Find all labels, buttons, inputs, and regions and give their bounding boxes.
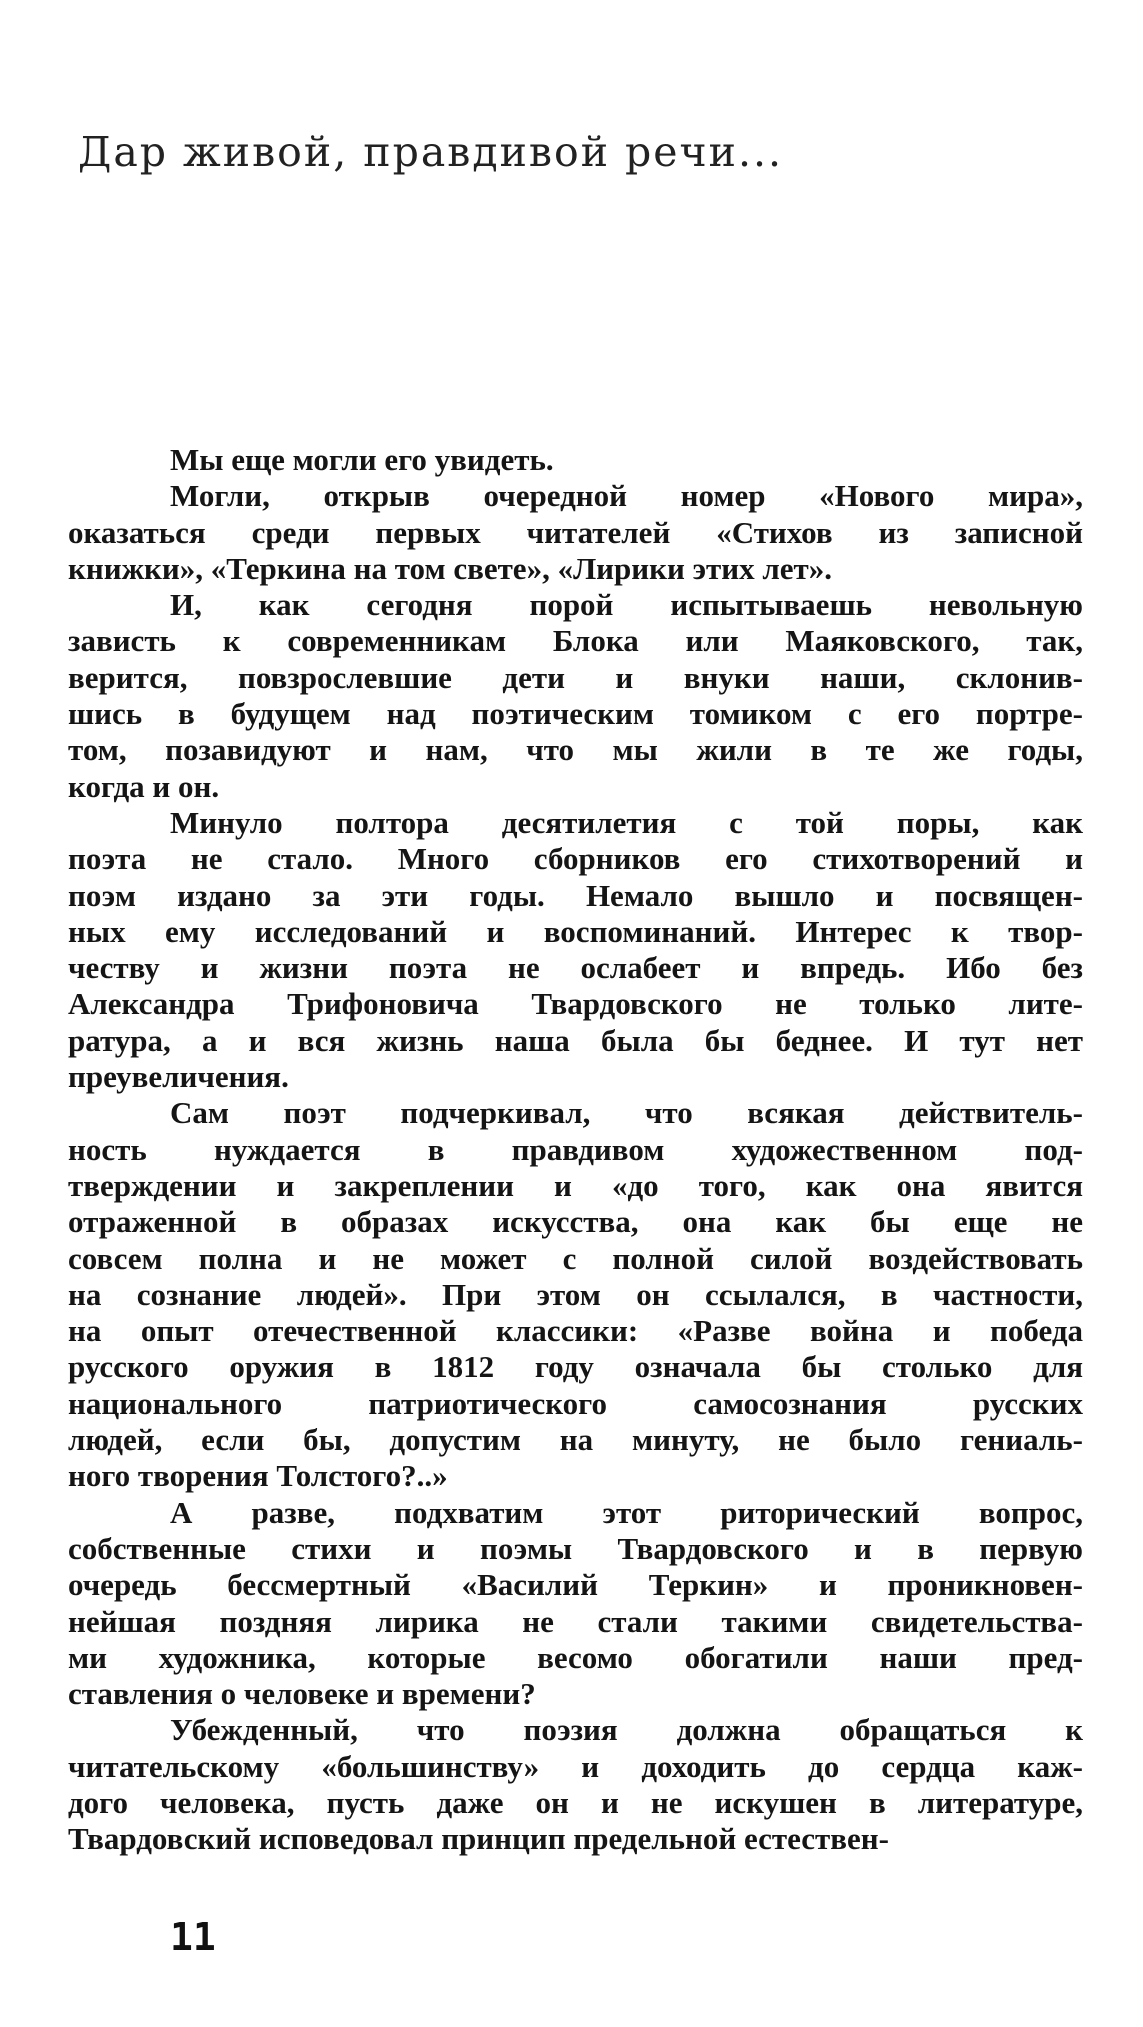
paragraph [68, 1095, 1083, 1494]
text-line: отраженной в образах искусства, она как бы еще не [68, 1204, 1083, 1240]
text-line: Александра Трифоновича Твардовского не только лите- [68, 986, 1083, 1022]
text-line: читательскому «большинству» и доходить до сердца каж- [68, 1748, 1083, 1784]
text-line: Могли, открыв очередной номер «Нового мира», [170, 478, 1083, 514]
text-line: ного творения Толстого?..» [68, 1458, 448, 1494]
text-line: А разве, подхватим этот риторический вопрос, [170, 1494, 1083, 1530]
text-line: когда и он. [68, 768, 220, 804]
body-text [68, 442, 1083, 1858]
text-line: верится, повзрослевшие дети и внуки наши, склонив- [68, 659, 1083, 695]
paragraph [68, 587, 1083, 805]
text-line: ных ему исследований и воспоминаний. Интерес к твор- [68, 913, 1083, 949]
text-line: том, позавидуют и нам, что мы жили в те же годы, [68, 732, 1083, 768]
paragraph [68, 1495, 1083, 1713]
text-line: совсем полна и не может с полной силой воздействовать [68, 1240, 1083, 1276]
text-line: русского оружия в 1812 году означала бы столько для [68, 1349, 1083, 1385]
text-line: книжки», «Теркина на том свете», «Лирики этих лет». [68, 550, 832, 586]
text-line: очередь бессмертный «Василий Теркин» и проникновен- [68, 1567, 1083, 1603]
text-line: Сам поэт подчеркивал, что всякая действитель- [170, 1095, 1083, 1131]
text-line: Минуло полтора десятилетия с той поры, как [170, 804, 1083, 840]
text-line: собственные стихи и поэмы Твардовского и в первую [68, 1530, 1083, 1566]
paragraph [68, 442, 1083, 478]
running-head: Дар живой, правдивой речи... [78, 128, 784, 176]
text-line: зависть к современникам Блока или Маяковского, так, [68, 623, 1083, 659]
text-line: ставления о человеке и времени? [68, 1676, 536, 1712]
text-line: поэм издано за эти годы. Немало вышло и посвящен- [68, 877, 1083, 913]
text-line: на сознание людей». При этом он ссылался, в частности, [68, 1276, 1083, 1312]
text-line: поэта не стало. Много сборников его стихотворений и [68, 841, 1083, 877]
text-line: тверждении и закреплении и «до того, как она явится [68, 1167, 1083, 1203]
text-line: ми художника, которые весомо обогатили наши пред- [68, 1639, 1083, 1675]
text-line: Твардовский исповедовал принцип предельной естествен- [68, 1821, 889, 1857]
text-line: ратура, а и вся жизнь наша была бы беднее. И тут нет [68, 1022, 1083, 1058]
text-line: Убежденный, что поэзия должна обращаться к [170, 1712, 1083, 1748]
text-line: на опыт отечественной классики: «Разве война и победа [68, 1313, 1083, 1349]
paragraph [68, 1712, 1083, 1857]
text-line: национального патриотического самосознания русских [68, 1385, 1083, 1421]
text-line: нейшая поздняя лирика не стали такими свидетельства- [68, 1603, 1083, 1639]
text-line: дого человека, пусть даже он и не искушен в литературе, [68, 1784, 1083, 1820]
paragraph [68, 478, 1083, 587]
page-number: 11 [170, 1915, 216, 1959]
text-line: людей, если бы, допустим на минуту, не было гениаль- [68, 1422, 1083, 1458]
text-line: честву и жизни поэта не ослабеет и впредь. Ибо без [68, 950, 1083, 986]
text-line: И, как сегодня порой испытываешь невольную [170, 587, 1083, 623]
text-line: оказаться среди первых читателей «Стихов из записной [68, 514, 1083, 550]
text-line: шись в будущем над поэтическим томиком с его портре- [68, 696, 1083, 732]
text-line: Мы еще могли его увидеть. [170, 442, 554, 477]
paragraph [68, 805, 1083, 1095]
text-line: ность нуждается в правдивом художественном под- [68, 1131, 1083, 1167]
text-line: преувеличения. [68, 1059, 289, 1095]
